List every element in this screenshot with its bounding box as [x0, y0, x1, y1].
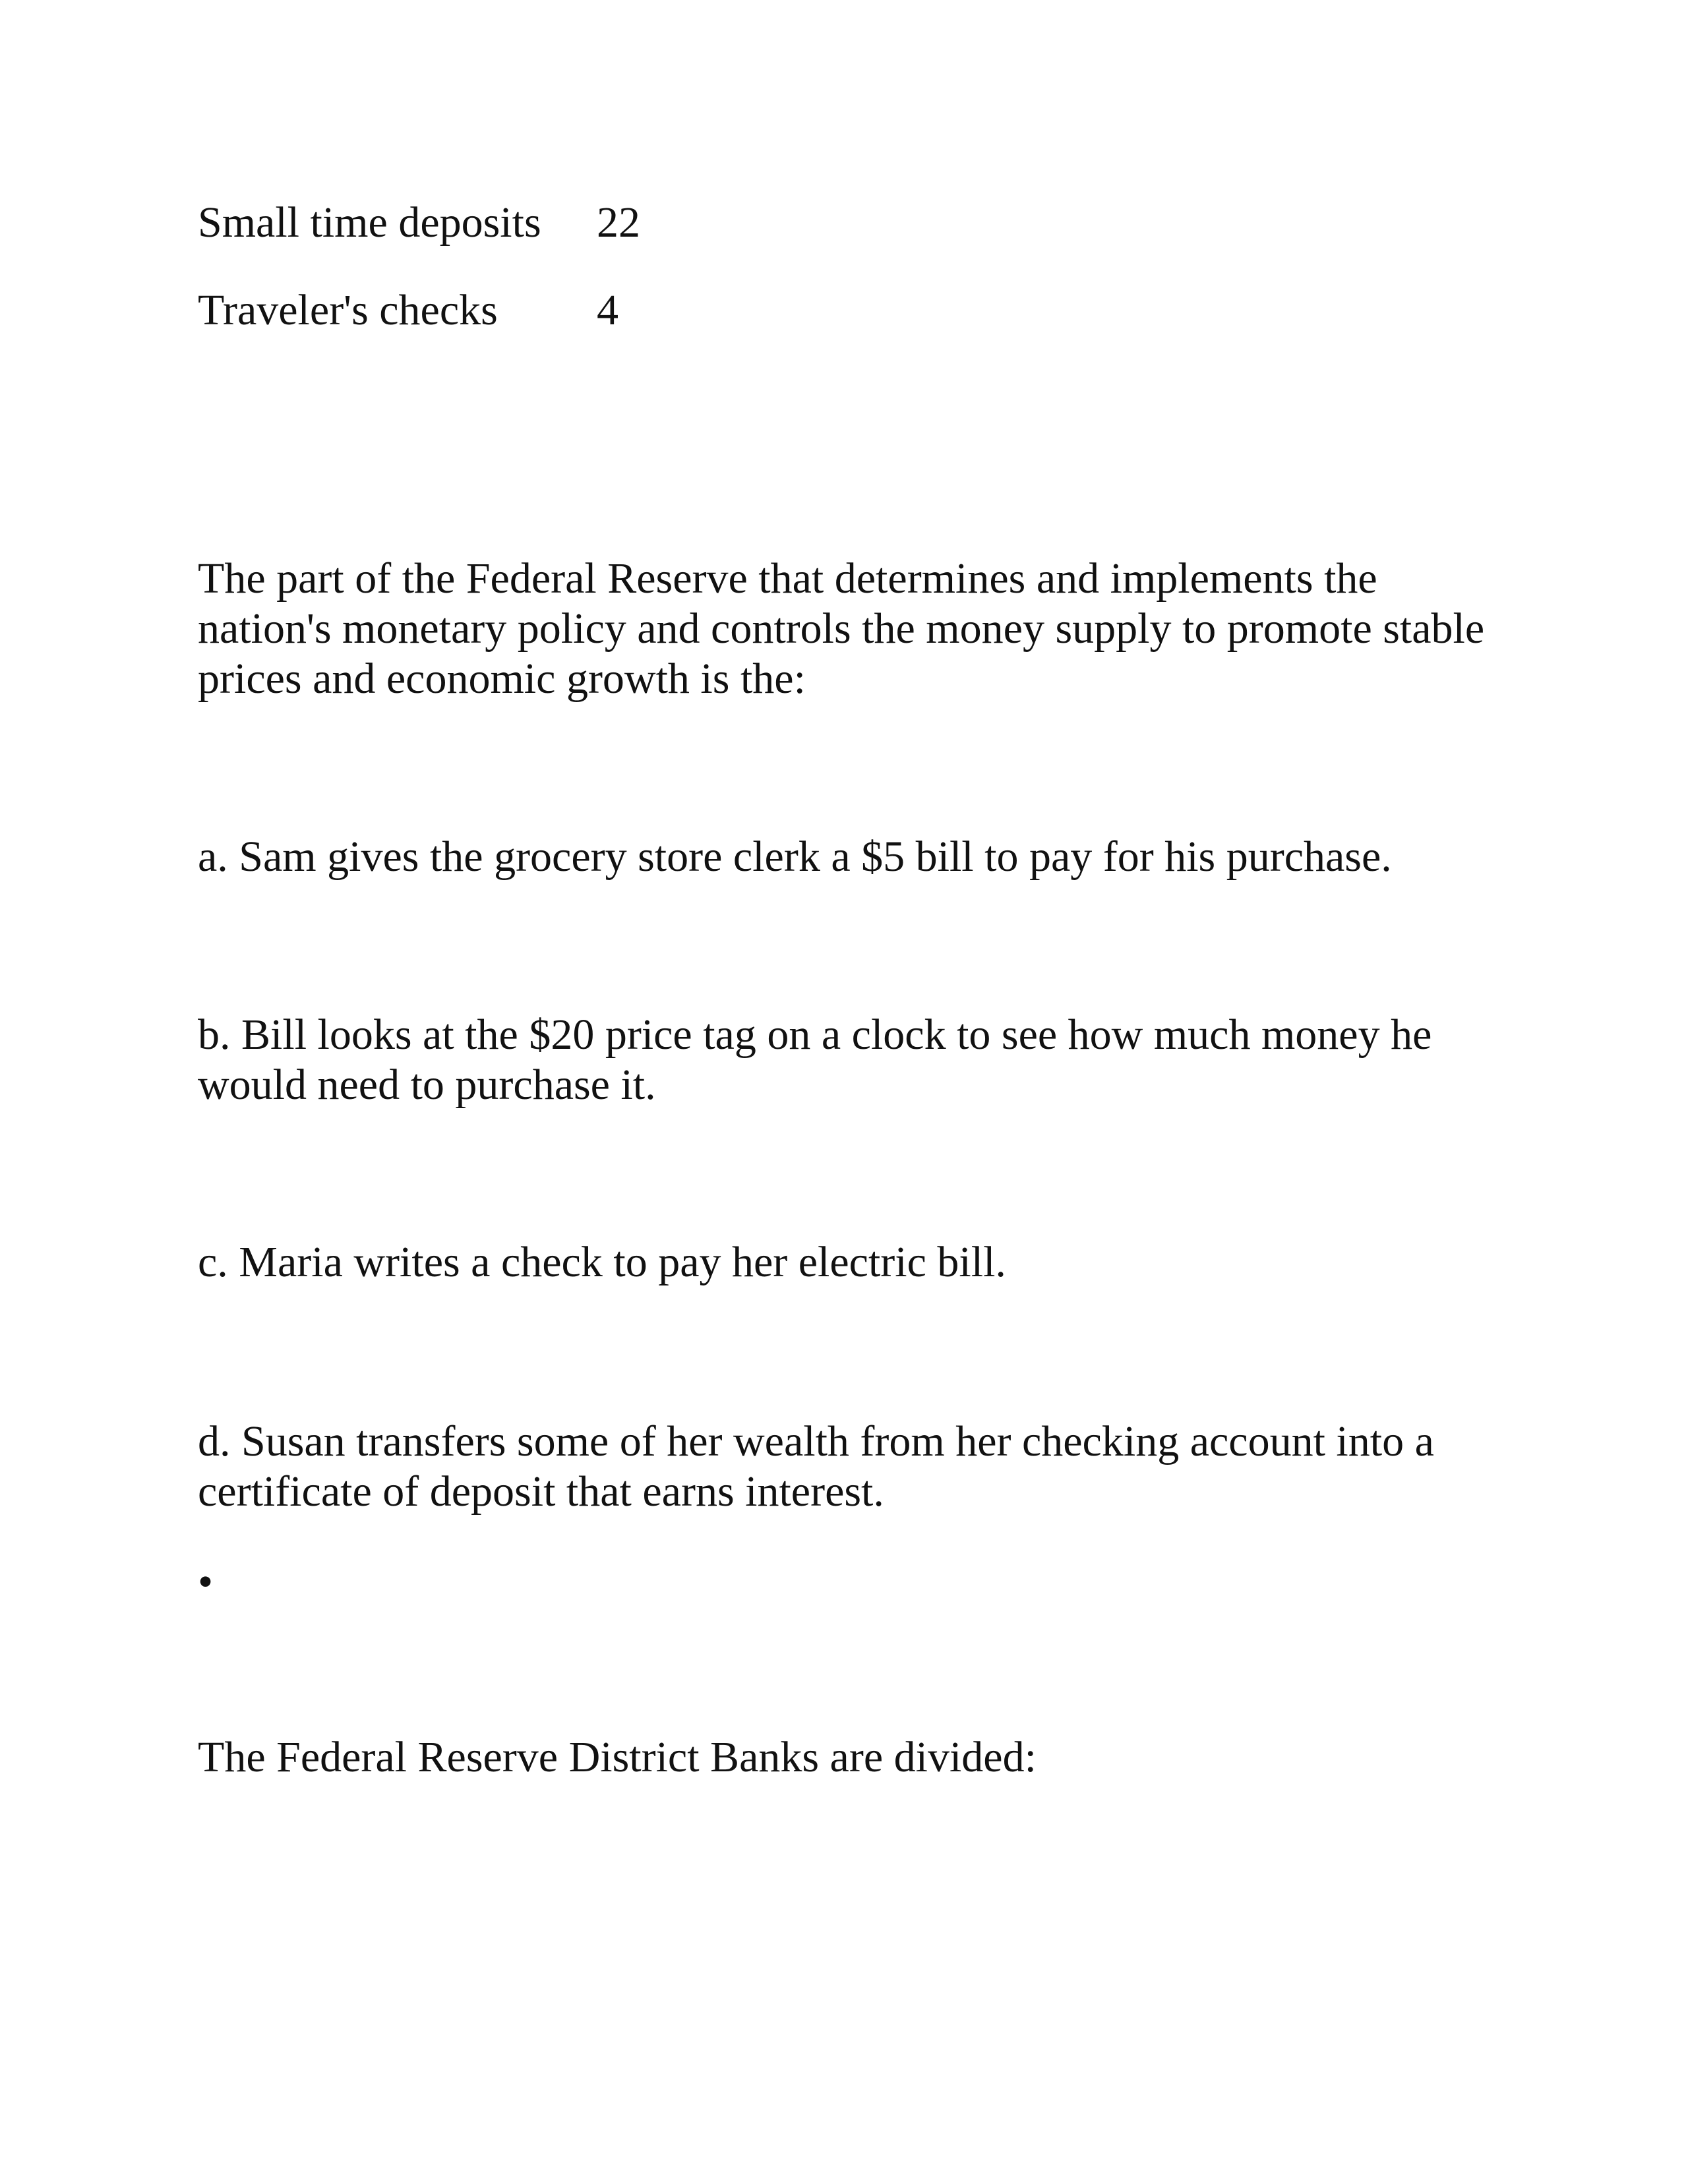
question-text: The part of the Federal Reserve that determines and implements the nation's monetary policy and controls the money supply to promote stable prices and economic growth is the:: [198, 554, 1485, 703]
bullet-mark: •: [198, 1558, 214, 1606]
row-value: 22: [597, 198, 640, 247]
option-b: b. Bill looks at the $20 price tag on a clock to see how much money he would need to purchase it.: [198, 1011, 1432, 1109]
banks-question-text: The Federal Reserve District Banks are divided:: [198, 1733, 1037, 1781]
option-c: c. Maria writes a check to pay her electric bill.: [198, 1238, 1006, 1286]
row-label: Small time deposits: [198, 198, 541, 247]
row-label: Traveler's checks: [198, 286, 498, 334]
option-d: d. Susan transfers some of her wealth from her checking account into a certificate of deposit that earns interest.: [198, 1417, 1434, 1516]
table-row: [198, 285, 618, 336]
option-a: a. Sam gives the grocery store clerk a $5 bill to pay for his purchase.: [198, 833, 1392, 881]
table-row: [198, 198, 640, 248]
row-value: 4: [597, 286, 618, 334]
